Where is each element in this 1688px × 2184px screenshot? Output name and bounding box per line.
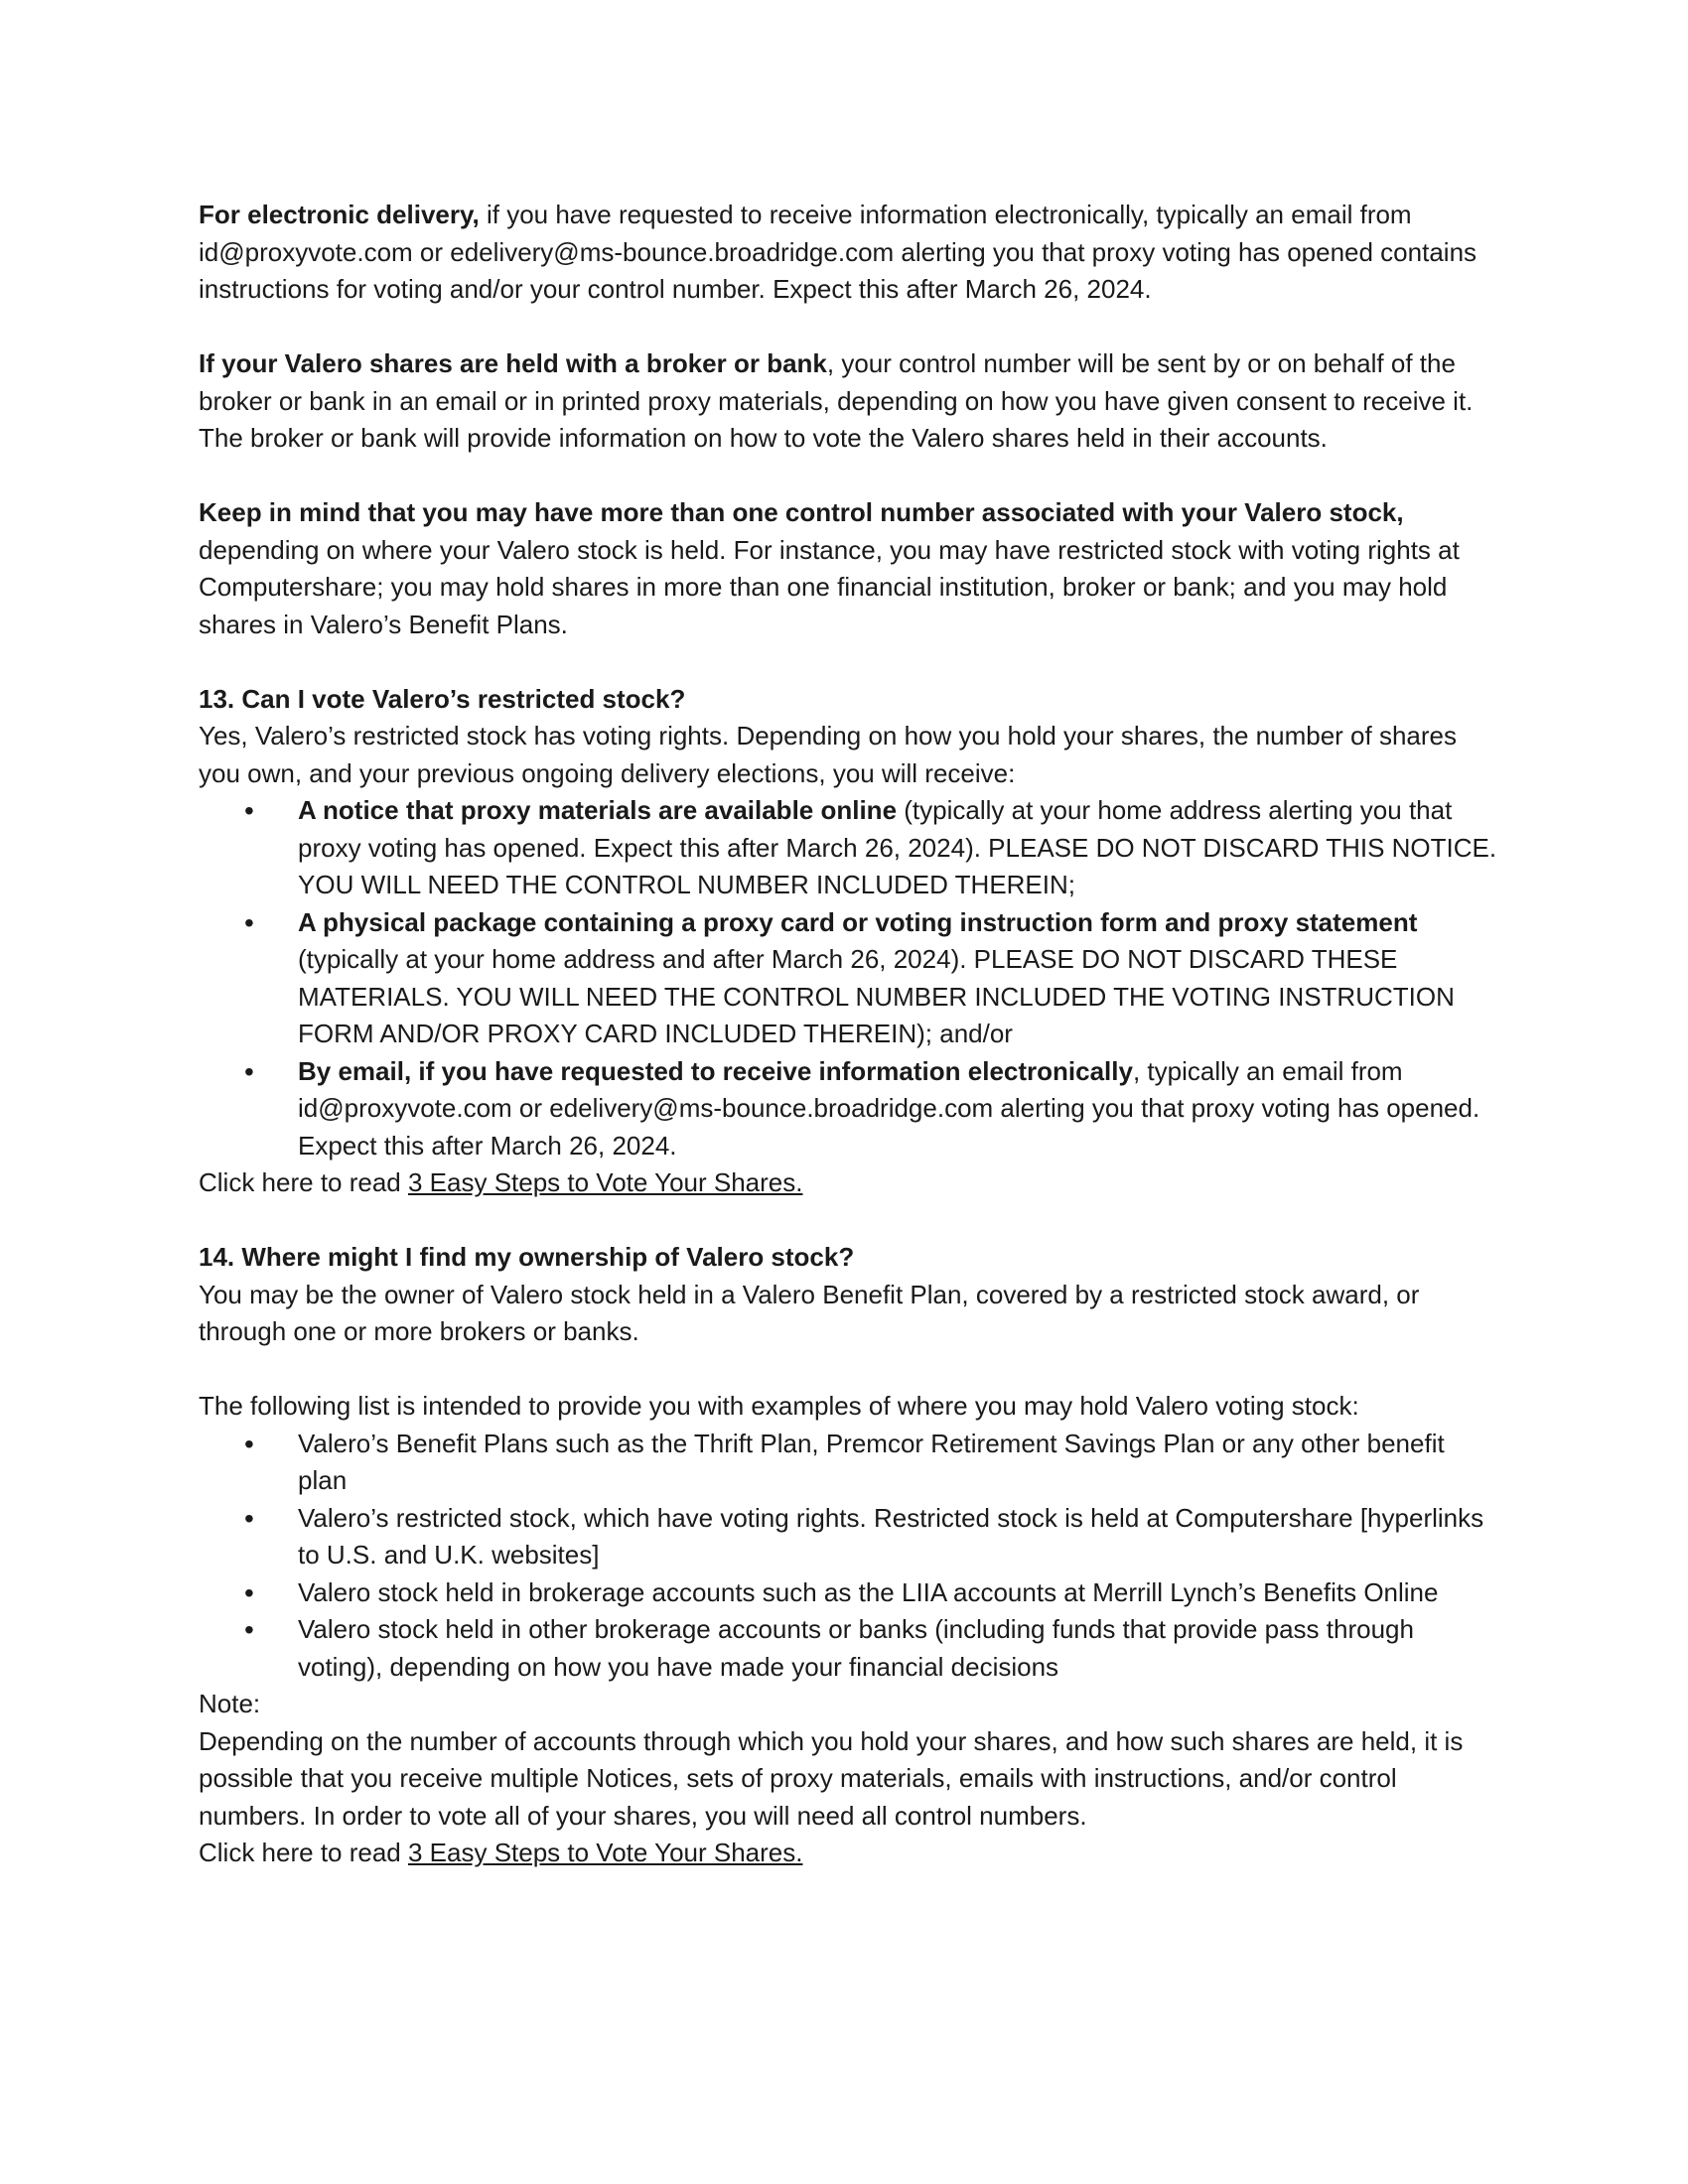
question-14-heading: 14. Where might I find my ownership of Valero stock? [199, 1242, 855, 1272]
question-14-intro: You may be the owner of Valero stock held in a Valero Benefit Plan, covered by a restricted stock award, or through one or more brokers or banks. [199, 1279, 1420, 1346]
list-item [298, 1053, 1499, 1165]
note-label: Note: [199, 1689, 261, 1718]
broker-bank-text: , your control number will be sent by or on behalf of the broker or bank in an email or in printed proxy materials, depending on how you have given consent to receive it. The broker or bank will provide information on how to vote the Valero shares held in their accounts. [199, 348, 1474, 453]
broker-bank-paragraph [199, 345, 1499, 458]
list-item: • Valero stock held in brokerage accounts such as the LIIA accounts at Merrill Lynch’s Benefits Online [298, 1574, 1499, 1612]
question-13-intro: Yes, Valero’s restricted stock has voting rights. Depending on how you hold your shares, the number of shares you own, and your previous ongoing delivery elections, you will receive: [199, 721, 1458, 788]
list-item-text: (typically at your home address and after March 26, 2024). PLEASE DO NOT DISCARD THESE MATERIALS. YOU WILL NEED THE CONTROL NUMBER INCLUDED THE VOTING INSTRUCTION FORM AND/OR PROXY CARD INCLUDED THEREIN); and/or [298, 944, 1455, 1048]
list-item-lead: A physical package containing a proxy card or voting instruction form and proxy statement [298, 906, 1418, 937]
question-14-list [199, 1426, 1499, 1687]
list-item [298, 792, 1499, 904]
broker-bank-lead: If your Valero shares are held with a broker or bank [199, 348, 827, 378]
vote-steps-link[interactable]: 3 Easy Steps to Vote Your Shares. [407, 1838, 803, 1867]
electronic-delivery-paragraph [199, 197, 1499, 309]
vote-steps-link[interactable]: 3 Easy Steps to Vote Your Shares. [407, 1167, 803, 1197]
question-13-heading: 13. Can I vote Valero’s restricted stock? [199, 683, 686, 714]
question-14-click-line [199, 1835, 1499, 1872]
list-item: • Valero stock held in other brokerage accounts or banks (including funds that provide pass through voting), depending on how you have made your financial decisions [298, 1611, 1499, 1686]
list-item: • Valero’s restricted stock, which have voting rights. Restricted stock is held at Computershare [hyperlinks to U.S. and U.K. websites] [298, 1500, 1499, 1574]
list-item [298, 904, 1499, 1053]
list-item: • Valero’s Benefit Plans such as the Thrift Plan, Premcor Retirement Savings Plan or any other benefit plan [298, 1426, 1499, 1500]
multiple-control-numbers-paragraph [199, 494, 1499, 643]
multiple-control-numbers-lead: Keep in mind that you may have more than one control number associated with your Valero stock, [199, 497, 1404, 527]
question-14-list-intro: The following list is intended to provide you with examples of where you may hold Valero voting stock: [199, 1391, 1359, 1421]
question-13-click-line [199, 1164, 1499, 1202]
click-prefix: Click here to read [199, 1838, 408, 1867]
note-text: Depending on the number of accounts through which you hold your shares, and how such shares are held, it is possible that you receive multiple Notices, sets of proxy materials, emails with instructions, and/or control numbers. In order to vote all of your shares, you will need all control numbers. [199, 1725, 1464, 1831]
click-prefix: Click here to read [199, 1167, 408, 1197]
electronic-delivery-lead: For electronic delivery, [199, 200, 480, 229]
multiple-control-numbers-text: depending on where your Valero stock is held. For instance, you may have restricted stock with voting rights at Computershare; you may hold shares in more than one financial institution, broker or bank; and you may hold shares in Valero’s Benefit Plans. [199, 534, 1460, 639]
list-item-text: (typically at your home address alerting you that proxy voting has opened. Expect this after March 26, 2024). PLEASE DO NOT DISCARD THIS NOTICE. YOU WILL NEED THE CONTROL NUMBER INCLUDED THEREIN; [298, 795, 1497, 899]
electronic-delivery-text: if you have requested to receive information electronically, typically an email from id@proxyvote.com or edelivery@ms-bounce.broadridge.com alerting you that proxy voting has opened contains instructions for voting and/or your control number. Expect this after March 26, 2024. [199, 200, 1477, 304]
document-page [199, 197, 1499, 1872]
list-item-lead: A notice that proxy materials are available online [298, 795, 898, 825]
question-13-list [199, 792, 1499, 1164]
list-item-text: , typically an email from id@proxyvote.com or edelivery@ms-bounce.broadridge.com alerting you that proxy voting has opened. Expect this after March 26, 2024. [298, 1055, 1480, 1160]
list-item-lead: By email, if you have requested to receive information electronically [298, 1055, 1133, 1086]
